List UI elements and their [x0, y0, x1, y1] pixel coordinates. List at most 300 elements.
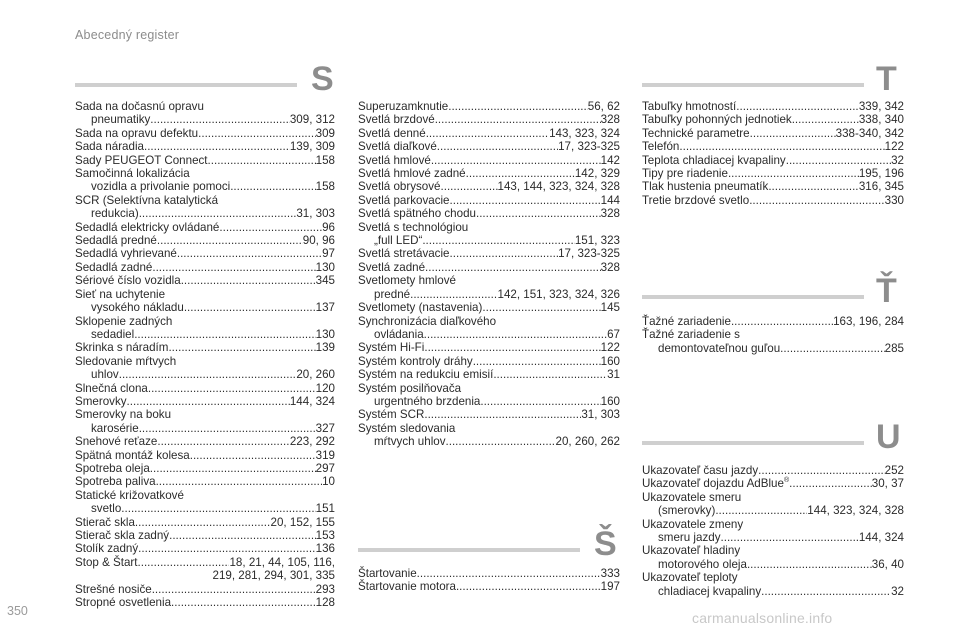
entry-term: Sériové číslo vozidla	[75, 274, 181, 288]
entry-pages: 31	[607, 368, 620, 382]
entry-pages: 309	[315, 126, 335, 140]
entry-pages: 345	[315, 274, 335, 288]
dot-leader	[786, 154, 891, 167]
entry-pages: 18, 21, 44, 105, 116,	[229, 555, 335, 569]
entry-pages: 328	[600, 207, 620, 221]
entry-term: Ukazovateľ teploty	[642, 571, 738, 585]
dot-leader	[456, 580, 601, 593]
dot-leader	[437, 140, 558, 153]
section-letter: Ť	[876, 272, 897, 310]
page-number: 350	[7, 604, 28, 618]
dot-leader	[448, 100, 588, 113]
index-entry	[75, 462, 335, 475]
entry-term: SCR (Selektívna katalytická	[75, 193, 219, 207]
index-entry	[75, 328, 335, 341]
dot-leader	[135, 516, 271, 529]
entry-pages: 151, 323	[574, 234, 620, 248]
section-letter: T	[876, 60, 897, 98]
entry-pages: 338-340, 342	[835, 126, 904, 140]
entry-pages: 285	[884, 341, 904, 355]
index-entry	[75, 180, 335, 193]
entry-term: vozidla a privolanie pomoci	[91, 180, 231, 194]
entry-term: Spotreba oleja	[75, 461, 150, 475]
dot-leader	[150, 462, 316, 475]
entry-term: „full LED“	[374, 234, 423, 248]
entry-pages: 197	[600, 580, 620, 594]
index-entry	[358, 422, 620, 435]
entry-term: Sedadlá elektricky ovládané	[75, 220, 220, 234]
entry-pages: 143, 323, 324	[549, 126, 620, 140]
index-entry	[358, 274, 620, 287]
index-entry	[358, 408, 620, 421]
entry-term: Svetlá hmlové	[358, 153, 431, 167]
entry-pages: 142, 329	[574, 167, 620, 181]
dot-leader	[441, 180, 498, 193]
entry-term: Sedadlá zadné	[75, 260, 153, 274]
section-heading-t	[642, 60, 904, 100]
entry-term: smeru jazdy	[658, 531, 721, 545]
index-entry	[358, 247, 620, 260]
index-entry	[358, 395, 620, 408]
index-entry	[642, 194, 904, 207]
index-entry	[642, 504, 904, 517]
index-entry	[642, 544, 904, 557]
index-entry	[75, 489, 335, 502]
index-entry	[642, 140, 904, 153]
entry-pages: 223, 292	[289, 435, 335, 449]
dot-leader	[208, 154, 316, 167]
entry-term: Tlak hustenia pneumatík	[642, 180, 769, 194]
entry-term: Systém Hi-Fi	[358, 341, 425, 355]
entry-pages: 128	[315, 596, 335, 610]
index-entry	[75, 127, 335, 140]
dot-leader	[715, 504, 807, 517]
entry-term: Systém na redukciu emisií	[358, 368, 494, 382]
entry-pages: 330	[884, 193, 904, 207]
entry-pages: 328	[600, 113, 620, 127]
entry-term: Stropné osvetlenia	[75, 596, 172, 610]
index-column-u	[642, 464, 904, 598]
entry-term: Štartovanie	[358, 567, 417, 580]
dot-leader	[410, 288, 497, 301]
index-entry	[358, 288, 620, 301]
entry-term: ovládania	[374, 327, 424, 341]
entry-pages: 139	[315, 341, 335, 355]
entry-pages: 151	[315, 502, 335, 516]
entry-term: chladiacej kvapaliny	[658, 584, 762, 598]
entry-term: Svetlá parkovacie	[358, 193, 450, 207]
section-bar	[358, 548, 580, 552]
entry-pages: 338, 340	[858, 113, 904, 127]
entry-term: Svetlá stretávacie	[358, 247, 450, 261]
entry-term: Slnečná clona	[75, 381, 148, 395]
entry-pages: 309, 312	[289, 113, 335, 127]
index-entry	[75, 315, 335, 328]
entry-term: Svetlá obrysové	[358, 180, 441, 194]
dot-leader	[157, 234, 303, 247]
index-column-t-caron	[642, 315, 904, 355]
entry-term: Smerovky	[75, 394, 127, 408]
entry-pages: 339, 342	[858, 100, 904, 113]
dot-leader	[450, 247, 559, 260]
dot-leader	[156, 475, 323, 488]
entry-term: Ukazovatele smeru	[642, 490, 742, 504]
entry-pages: 122	[884, 140, 904, 154]
entry-term: pneumatiky	[91, 113, 151, 127]
index-entry	[358, 194, 620, 207]
entry-term: Sada na opravu defektu	[75, 126, 199, 140]
entry-term: Stop & Štart	[75, 555, 138, 569]
entry-pages: 67	[607, 327, 620, 341]
entry-pages: 32	[891, 584, 904, 598]
entry-term: vysokého nákladu	[91, 301, 184, 315]
index-entry	[75, 596, 335, 609]
dot-leader	[431, 154, 601, 167]
entry-term: Tretie brzdové svetlo	[642, 193, 750, 207]
index-entry	[75, 368, 335, 381]
entry-term: Tipy pre riadenie	[642, 167, 728, 181]
index-entry	[75, 207, 335, 220]
dot-leader	[789, 477, 872, 490]
entry-term: Systém posilňovača	[358, 381, 462, 395]
entry-pages: 160	[600, 354, 620, 368]
entry-pages: 130	[315, 260, 335, 274]
entry-pages: 163, 196, 284	[833, 315, 904, 328]
entry-pages: 17, 323-325	[558, 140, 620, 154]
index-entry	[642, 531, 904, 544]
dot-leader	[139, 422, 316, 435]
entry-term: Teplota chladiacej kvapaliny	[642, 153, 786, 167]
dot-leader	[473, 355, 601, 368]
dot-leader	[177, 247, 322, 260]
dot-leader	[181, 274, 316, 287]
entry-term: svetlo	[91, 502, 122, 516]
index-entry	[75, 516, 335, 529]
entry-term: Sada na dočasnú opravu	[75, 100, 204, 113]
entry-term: Svetlá denné	[358, 126, 426, 140]
entry-term: Systém sledovania	[358, 421, 456, 435]
entry-term: (smerovky)	[658, 504, 716, 518]
index-entry	[642, 127, 904, 140]
index-entry	[642, 167, 904, 180]
index-entry	[642, 585, 904, 598]
entry-pages: 122	[600, 341, 620, 355]
entry-term: Superuzamknutie	[358, 100, 449, 113]
entry-term: Stolík zadný	[75, 542, 139, 556]
dot-leader	[768, 180, 859, 193]
index-entry	[642, 518, 904, 531]
dot-leader	[152, 261, 315, 274]
dot-leader	[171, 596, 316, 609]
entry-pages: 327	[315, 421, 335, 435]
section-letter: Š	[594, 525, 617, 563]
dot-leader	[679, 140, 884, 153]
entry-term: Systém SCR	[358, 408, 425, 422]
entry-term: Ukazovateľ času jazdy	[642, 464, 759, 477]
index-entry	[358, 113, 620, 126]
entry-term: Sieť na uchytenie	[75, 287, 166, 301]
entry-pages: 293	[315, 582, 335, 596]
dot-leader	[424, 341, 600, 354]
index-entry	[75, 395, 335, 408]
entry-pages: 136	[315, 542, 335, 556]
index-entry	[358, 315, 620, 328]
dot-leader	[480, 395, 600, 408]
index-entry	[75, 569, 335, 582]
index-entry	[75, 542, 335, 555]
entry-term: Statické križovatkové	[75, 488, 184, 502]
index-entry	[358, 355, 620, 368]
entry-term: Ukazovateľ dojazdu AdBlue®	[642, 477, 790, 491]
dot-leader	[424, 408, 581, 421]
entry-pages: 144, 324	[858, 531, 904, 545]
section-heading-s-caron	[358, 525, 620, 565]
section-bar	[642, 441, 864, 445]
index-entry	[358, 328, 620, 341]
entry-pages: 96	[322, 220, 335, 234]
entry-pages: 31, 303	[581, 408, 620, 422]
index-entry	[642, 477, 904, 490]
index-entry	[358, 368, 620, 381]
entry-pages: 160	[600, 394, 620, 408]
entry-pages: 319	[315, 448, 335, 462]
section-bar	[642, 83, 864, 87]
entry-term: Snehové reťaze	[75, 435, 158, 449]
entry-pages: 158	[315, 153, 335, 167]
entry-term: motorového oleja	[658, 557, 747, 571]
entry-term: predné	[374, 287, 411, 301]
entry-term: Svetlá zadné	[358, 260, 426, 274]
dot-leader	[119, 368, 297, 381]
index-entry	[358, 435, 620, 448]
index-entry	[75, 408, 335, 421]
dot-leader	[466, 167, 575, 180]
dot-leader	[780, 342, 885, 355]
index-entry	[75, 113, 335, 126]
entry-pages: 139, 309	[289, 140, 335, 154]
entry-pages: 30, 37	[871, 477, 904, 491]
entry-term: redukcia)	[91, 207, 139, 221]
dot-leader	[728, 167, 859, 180]
entry-pages: 32	[891, 153, 904, 167]
index-entry	[75, 194, 335, 207]
entry-term: Technické parametre	[642, 126, 750, 140]
entry-term: Svetlá spätného chodu	[358, 207, 476, 221]
entry-pages: 142	[600, 153, 620, 167]
index-column-t	[642, 100, 904, 207]
entry-term: Stierač skla	[75, 515, 135, 529]
entry-pages: 36, 40	[871, 557, 904, 571]
entry-term: Svetlá diaľkové	[358, 140, 437, 154]
entry-term: Sady PEUGEOT Connect	[75, 153, 208, 167]
entry-term: Svetlomety hmlové	[358, 274, 456, 288]
dot-leader	[426, 127, 549, 140]
index-entry	[75, 234, 335, 247]
entry-term: Sledovanie mŕtvych	[75, 354, 177, 368]
entry-term: demontovateľnou guľou	[658, 341, 781, 355]
index-entry	[642, 328, 904, 341]
header-title: Abecedný register	[75, 28, 180, 42]
index-entry	[75, 382, 335, 395]
entry-pages: 130	[315, 327, 335, 341]
index-entry	[358, 261, 620, 274]
dot-leader	[157, 435, 290, 448]
entry-pages: 219, 281, 294, 301, 335	[212, 569, 335, 583]
dot-leader	[446, 435, 556, 448]
entry-pages: 328	[600, 260, 620, 274]
index-entry	[642, 571, 904, 584]
entry-pages: 153	[315, 529, 335, 542]
entry-term: urgentného brzdenia	[374, 394, 481, 408]
index-entry	[75, 261, 335, 274]
entry-term: Tabuľky pohonných jednotiek	[642, 113, 792, 127]
entry-term: Spätná montáž kolesa	[75, 448, 190, 462]
dot-leader	[750, 127, 836, 140]
entry-term: Štartovanie motora	[358, 580, 456, 594]
entry-pages: 137	[315, 301, 335, 315]
dot-leader	[736, 100, 859, 113]
dot-leader	[169, 529, 316, 542]
index-entry	[75, 140, 335, 153]
dot-leader	[138, 542, 316, 555]
entry-term: mŕtvych uhlov	[374, 435, 446, 449]
dot-leader	[450, 194, 601, 207]
entry-pages: 20, 152, 155	[270, 515, 335, 529]
dot-leader	[749, 194, 884, 207]
entry-term: Systém kontroly dráhy	[358, 354, 473, 368]
watermark: carmanualsonline.info	[692, 610, 833, 626]
entry-term: Sada náradia	[75, 140, 144, 154]
dot-leader	[230, 180, 315, 193]
entry-pages: 297	[315, 461, 335, 475]
entry-term: Spotreba paliva	[75, 475, 156, 489]
dot-leader	[476, 207, 601, 220]
entry-term: uhlov	[91, 368, 119, 382]
entry-term: Svetlá brzdové	[358, 113, 435, 127]
entry-pages: 144, 323, 324, 328	[807, 504, 904, 518]
dot-leader	[198, 127, 316, 140]
entry-term: Sedadlá vyhrievané	[75, 247, 177, 261]
entry-term: Stierač skla zadný	[75, 529, 170, 542]
entry-term: Synchronizácia diaľkového	[358, 314, 497, 328]
dot-leader	[435, 113, 601, 126]
entry-pages: 333	[600, 567, 620, 580]
index-entry	[75, 154, 335, 167]
entry-pages: 142, 151, 323, 324, 326	[497, 287, 620, 301]
index-entry	[75, 274, 335, 287]
dot-leader	[493, 368, 607, 381]
entry-term: Tabuľky hmotností	[642, 100, 737, 113]
entry-pages: 120	[315, 381, 335, 395]
entry-term: Svetlá hmlové zadné	[358, 167, 466, 181]
dot-leader	[138, 556, 230, 569]
index-entry	[75, 247, 335, 260]
index-entry	[642, 558, 904, 571]
index-entry	[642, 180, 904, 193]
entry-term: Smerovky na boku	[75, 408, 172, 422]
index-entry	[75, 529, 335, 542]
entry-term: karosérie	[91, 421, 139, 435]
dot-leader	[731, 315, 833, 328]
index-entry	[75, 341, 335, 354]
entry-term: Samočinná lokalizácia	[75, 167, 190, 181]
entry-term: Ťažné zariadenie s	[642, 328, 740, 342]
index-entry	[75, 475, 335, 488]
index-entry	[642, 113, 904, 126]
entry-term: sedadiel	[91, 327, 135, 341]
dot-leader	[139, 207, 297, 220]
dot-leader	[168, 341, 315, 354]
index-entry	[358, 100, 620, 113]
index-entry	[358, 580, 620, 593]
index-entry	[75, 422, 335, 435]
dot-leader	[424, 328, 607, 341]
entry-pages: 158	[315, 180, 335, 194]
index-entry	[75, 288, 335, 301]
entry-pages: 17, 323-325	[558, 247, 620, 261]
dot-leader	[761, 585, 891, 598]
section-heading-s	[75, 60, 334, 100]
dot-leader	[747, 558, 872, 571]
index-entry	[75, 355, 335, 368]
index-entry	[358, 567, 620, 580]
dot-leader	[144, 140, 290, 153]
entry-pages: 56, 62	[587, 100, 620, 113]
dot-leader	[150, 113, 290, 126]
entry-pages: 195, 196	[858, 167, 904, 181]
dot-leader	[134, 328, 315, 341]
dot-leader	[219, 221, 322, 234]
dot-leader	[190, 449, 316, 462]
index-entry	[75, 556, 335, 569]
dot-leader	[422, 234, 575, 247]
index-column-s-continued	[358, 100, 620, 449]
index-entry	[75, 301, 335, 314]
entry-pages: 20, 260, 262	[555, 435, 620, 449]
dot-leader	[425, 261, 601, 274]
dot-leader	[121, 502, 315, 515]
dot-leader	[152, 583, 316, 596]
entry-term: Ukazovateľ hladiny	[642, 544, 741, 558]
index-entry	[642, 491, 904, 504]
index-entry	[358, 180, 620, 193]
index-entry	[358, 154, 620, 167]
index-entry	[75, 221, 335, 234]
entry-term: Sklopenie zadných	[75, 314, 173, 328]
dot-leader	[792, 113, 859, 126]
entry-term: Ťažné zariadenie	[642, 315, 731, 328]
entry-pages: 10	[322, 475, 335, 489]
dot-leader	[758, 464, 885, 477]
entry-pages: 31, 303	[296, 207, 335, 221]
section-heading-t-caron	[642, 272, 904, 312]
entry-pages: 143, 144, 323, 324, 328	[497, 180, 620, 194]
entry-pages: 252	[884, 464, 904, 477]
entry-pages: 144, 324	[289, 394, 335, 408]
section-heading-u	[642, 418, 904, 458]
index-entry	[358, 382, 620, 395]
index-entry	[358, 167, 620, 180]
dot-leader	[148, 382, 316, 395]
index-column-s-caron	[358, 567, 620, 594]
entry-term: Sedadlá predné	[75, 234, 157, 248]
entry-term: Skrinka s náradím	[75, 341, 169, 355]
index-entry	[358, 127, 620, 140]
index-entry	[358, 207, 620, 220]
dot-leader	[127, 395, 290, 408]
index-entry	[358, 221, 620, 234]
entry-term: Telefón	[642, 140, 680, 154]
